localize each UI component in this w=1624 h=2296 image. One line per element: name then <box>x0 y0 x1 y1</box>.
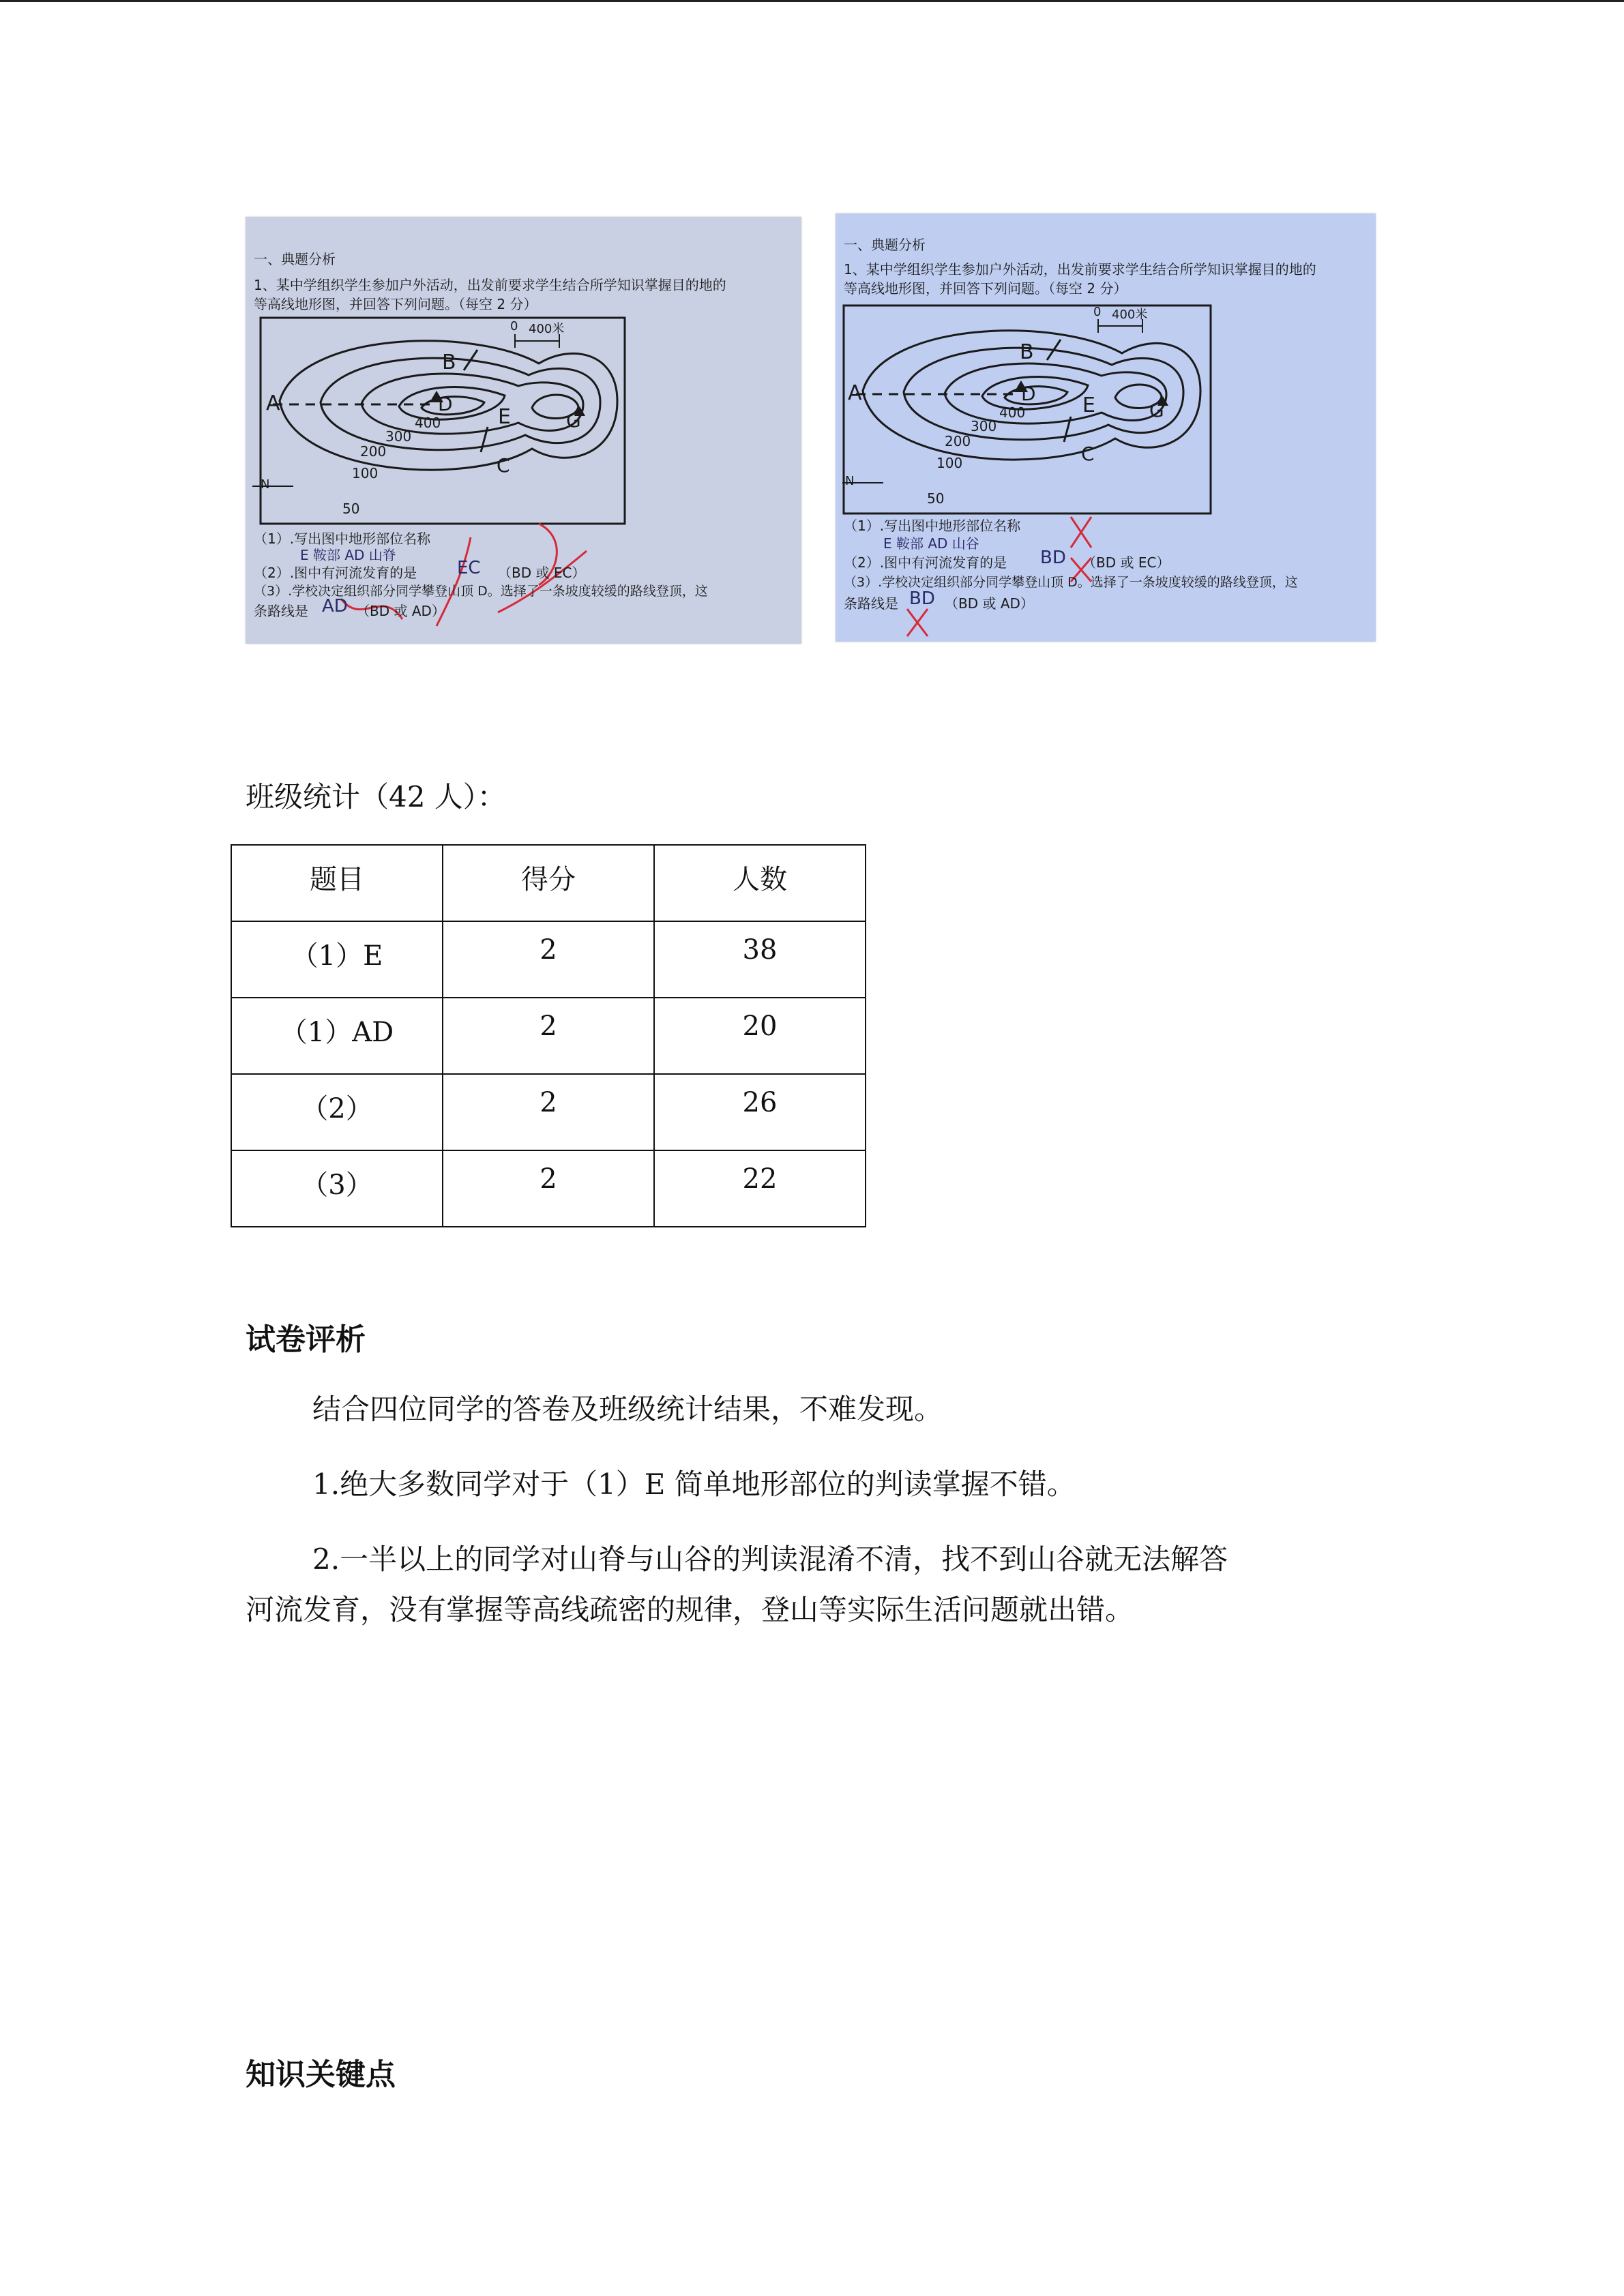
cell-count: 20 <box>654 998 866 1074</box>
cell-question: （2） <box>231 1074 443 1150</box>
header-question: 题目 <box>231 845 443 921</box>
sub-question-2: （2）.图中有河流发育的是 <box>844 554 1007 571</box>
photo-section-title: 一、典题分析 <box>254 251 336 267</box>
page-top-border <box>0 0 1624 2</box>
sub-question-3: （3）.学校决定组织部分同学攀登山顶 D。选择了一条坡度较缓的路线登顶，这 <box>844 575 1298 590</box>
table-row <box>231 1150 866 1227</box>
analysis-paragraph-intro: 结合四位同学的答卷及班级统计结果，不难发现。 <box>312 1392 943 1426</box>
cell-question: （1）E <box>231 921 443 998</box>
sub-question-2: （2）.图中有河流发育的是 <box>254 565 417 581</box>
analysis-point-2-cont: 河流发育，没有掌握等高线疏密的规律，登山等实际生活问题就出错。 <box>246 1593 1134 1626</box>
point-label-g: G <box>566 409 581 432</box>
table-row <box>231 998 866 1074</box>
point-label-c: C <box>497 454 510 477</box>
cell-question: （3） <box>231 1150 443 1227</box>
contour-label-100: 100 <box>936 455 963 471</box>
sub-question-3-answer: AD <box>322 596 348 616</box>
photo-section-title: 一、典题分析 <box>844 237 926 253</box>
analysis-point-2: 2.一半以上的同学对山脊与山谷的判读混淆不清，找不到山谷就无法解答 <box>312 1542 1228 1576</box>
cell-count: 38 <box>654 921 866 998</box>
contour-label-200: 200 <box>945 433 971 449</box>
point-label-e: E <box>498 405 511 429</box>
exam-photo-2 <box>836 213 1376 642</box>
table-row <box>231 921 866 998</box>
sub-question-1: （1）.写出图中地形部位名称 <box>844 518 1021 534</box>
sub-question-2-hint: （BD 或 EC） <box>498 565 586 581</box>
point-label-e: E <box>1082 393 1095 417</box>
cell-count: 26 <box>654 1074 866 1150</box>
sub-question-3-hint: （BD 或 AD） <box>945 595 1034 612</box>
cell-score: 2 <box>443 1150 654 1227</box>
scale-label: 400米 <box>1112 308 1148 322</box>
cell-score: 2 <box>443 921 654 998</box>
north-arrow-label: N <box>261 477 270 492</box>
analysis-point-1: 1.绝大多数同学对于（1）E 简单地形部位的判读掌握不错。 <box>312 1467 1076 1501</box>
north-arrow-label: N <box>845 474 855 488</box>
sub-question-1: （1）.写出图中地形部位名称 <box>254 531 431 547</box>
point-label-b: B <box>442 351 456 374</box>
photo-question-line-1: 1、某中学组织学生参加户外活动，出发前要求学生结合所学知识掌握目的地的 <box>844 261 1316 278</box>
sub-question-2-hint: （BD 或 EC） <box>1082 554 1170 571</box>
photo-question-line-2: 等高线地形图，并回答下列问题。（每空 2 分） <box>844 280 1127 297</box>
sub-question-2-answer: BD <box>1040 548 1066 568</box>
point-label-c: C <box>1081 443 1095 465</box>
scale-zero: 0 <box>1093 305 1102 319</box>
contour-label-400: 400 <box>999 404 1026 421</box>
point-label-d: D <box>1021 383 1036 405</box>
scale-zero: 0 <box>510 319 518 333</box>
contour-label-50: 50 <box>342 501 360 517</box>
contour-label-300: 300 <box>385 428 412 445</box>
sub-question-3: （3）.学校决定组织部分同学攀登山顶 D。选择了一条坡度较缓的路线登顶，这 <box>254 584 708 599</box>
exam-photo-1 <box>246 217 801 644</box>
sub-question-1-answer: E 鞍部 AD 山谷 <box>883 535 979 552</box>
sub-question-3-hint: （BD 或 AD） <box>356 603 445 619</box>
analysis-heading: 试卷评析 <box>246 1322 366 1357</box>
class-statistics-label: 班级统计（42 人）： <box>246 780 506 814</box>
score-table <box>231 844 866 1227</box>
contour-label-200: 200 <box>360 443 387 460</box>
cell-score: 2 <box>443 998 654 1074</box>
point-label-b: B <box>1020 340 1034 364</box>
sub-question-3-cont: 条路线是 <box>254 603 308 619</box>
contour-label-50: 50 <box>927 490 945 507</box>
point-label-a: A <box>848 381 862 405</box>
photo-question-line-1: 1、某中学组织学生参加户外活动，出发前要求学生结合所学知识掌握目的地的 <box>254 277 726 293</box>
table-row <box>231 1074 866 1150</box>
contour-label-100: 100 <box>352 465 379 481</box>
sub-question-2-answer: EC <box>457 558 481 578</box>
key-points-heading: 知识关键点 <box>246 2057 396 2092</box>
cell-score: 2 <box>443 1074 654 1150</box>
photo-question-line-2: 等高线地形图，并回答下列问题。（每空 2 分） <box>254 296 537 312</box>
cell-count: 22 <box>654 1150 866 1227</box>
contour-label-400: 400 <box>415 415 441 431</box>
table-header-row <box>231 845 866 921</box>
scale-label: 400米 <box>529 322 565 336</box>
point-label-d: D <box>438 393 453 415</box>
contour-label-300: 300 <box>971 418 997 434</box>
sub-question-3-answer: BD <box>909 588 935 609</box>
sub-question-1-answer: E 鞍部 AD 山脊 <box>300 547 396 563</box>
header-score: 得分 <box>443 845 654 921</box>
point-label-g: G <box>1149 399 1164 421</box>
header-count: 人数 <box>654 845 866 921</box>
cell-question: （1）AD <box>231 998 443 1074</box>
point-label-a: A <box>266 391 280 415</box>
sub-question-3-cont: 条路线是 <box>844 595 898 612</box>
